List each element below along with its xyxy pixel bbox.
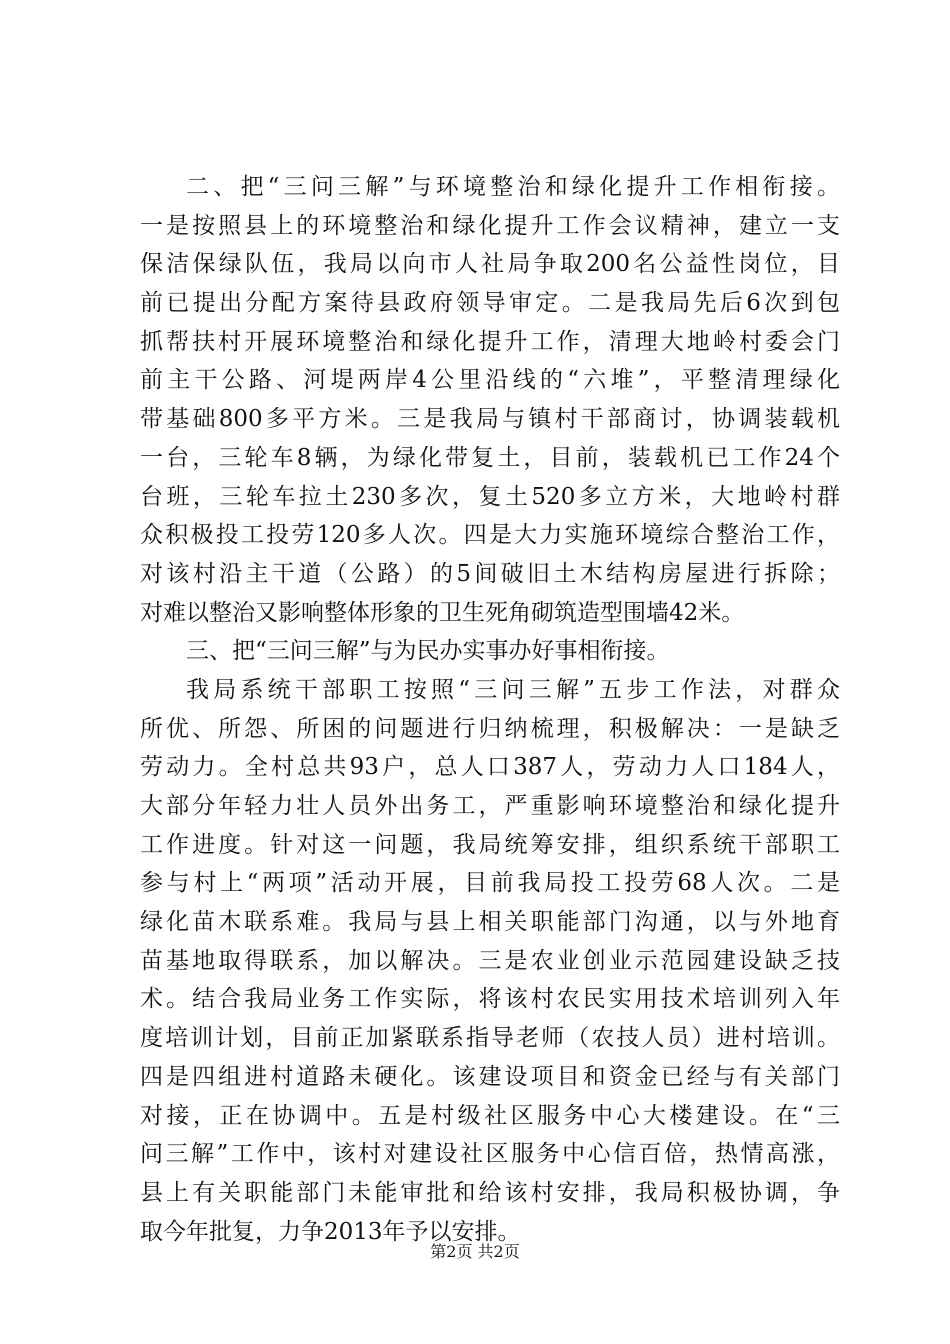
paragraph-line: 保洁保绿队伍，我局以向市人社局争取200名公益性岗位，目 [140, 251, 840, 278]
paragraph-line: 所优、所怨、所困的问题进行归纳梳理，积极解决：一是缺乏 [140, 715, 840, 742]
page-number-footer: 第2页 共2页 [430, 1242, 520, 1261]
section-two-heading: 二、把“三问三解”与环境整治和绿化提升工作相衔接。 [186, 174, 840, 200]
paragraph-line: 对难以整治又影响整体形象的卫生死角砌筑造型围墙42米。 [140, 599, 745, 626]
paragraph-line: 参与村上“两项”活动开展，目前我局投工投劳68人次。二是 [140, 870, 840, 897]
paragraph-line: 前主干公路、河堤两岸4公里沿线的“六堆”，平整清理绿化 [140, 367, 840, 394]
paragraph-line: 前已提出分配方案待县政府领导审定。二是我局先后6次到包 [140, 290, 840, 317]
paragraph-line: 对接，正在协调中。五是村级社区服务中心大楼建设。在“三 [140, 1102, 840, 1129]
section-three-heading: 三、把“三问三解”与为民办实事办好事相衔接。 [186, 638, 670, 665]
paragraph-line: 术。结合我局业务工作实际，将该村农民实用技术培训列入年 [140, 986, 840, 1013]
paragraph-line: 一台，三轮车8辆，为绿化带复土，目前，装载机已工作24个 [140, 444, 840, 471]
paragraph-line: 工作进度。针对这一问题，我局统筹安排，组织系统干部职工 [140, 831, 840, 858]
paragraph-line: 众积极投工投劳120多人次。四是大力实施环境综合整治工作， [140, 522, 840, 549]
paragraph-line: 问三解”工作中，该村对建设社区服务中心信百倍，热情高涨， [140, 1141, 840, 1168]
paragraph-line: 对该村沿主干道（公路）的5间破旧土木结构房屋进行拆除； [140, 560, 840, 587]
paragraph-line: 度培训计划，目前正加紧联系指导老师（农技人员）进村培训。 [140, 1025, 840, 1052]
paragraph-line: 绿化苗木联系难。我局与县上相关职能部门沟通，以与外地育 [140, 909, 840, 936]
paragraph-line: 县上有关职能部门未能审批和给该村安排，我局积极协调，争 [140, 1179, 840, 1206]
paragraph-line: 苗基地取得联系，加以解决。三是农业创业示范园建设缺乏技 [140, 947, 840, 974]
paragraph-line: 劳动力。全村总共93户，总人口387人，劳动力人口184人， [140, 754, 840, 781]
paragraph-line: 带基础800多平方米。三是我局与镇村干部商讨，协调装载机 [140, 406, 840, 433]
paragraph-line: 抓帮扶村开展环境整治和绿化提升工作，清理大地岭村委会门 [140, 328, 840, 355]
paragraph-line: 取今年批复，力争2013年予以安排。 [140, 1218, 521, 1245]
paragraph-line: 我局系统干部职工按照“三问三解”五步工作法，对群众 [186, 676, 840, 703]
document-body [140, 168, 840, 1251]
paragraph-line: 大部分年轻力壮人员外出务工，严重影响环境整治和绿化提升 [140, 793, 840, 819]
paragraph-line: 四是四组进村道路未硬化。该建设项目和资金已经与有关部门 [140, 1063, 840, 1090]
paragraph-line: 台班，三轮车拉土230多次，复土520多立方米，大地岭村群 [140, 483, 840, 510]
paragraph-line: 一是按照县上的环境整治和绿化提升工作会议精神，建立一支 [140, 212, 840, 239]
